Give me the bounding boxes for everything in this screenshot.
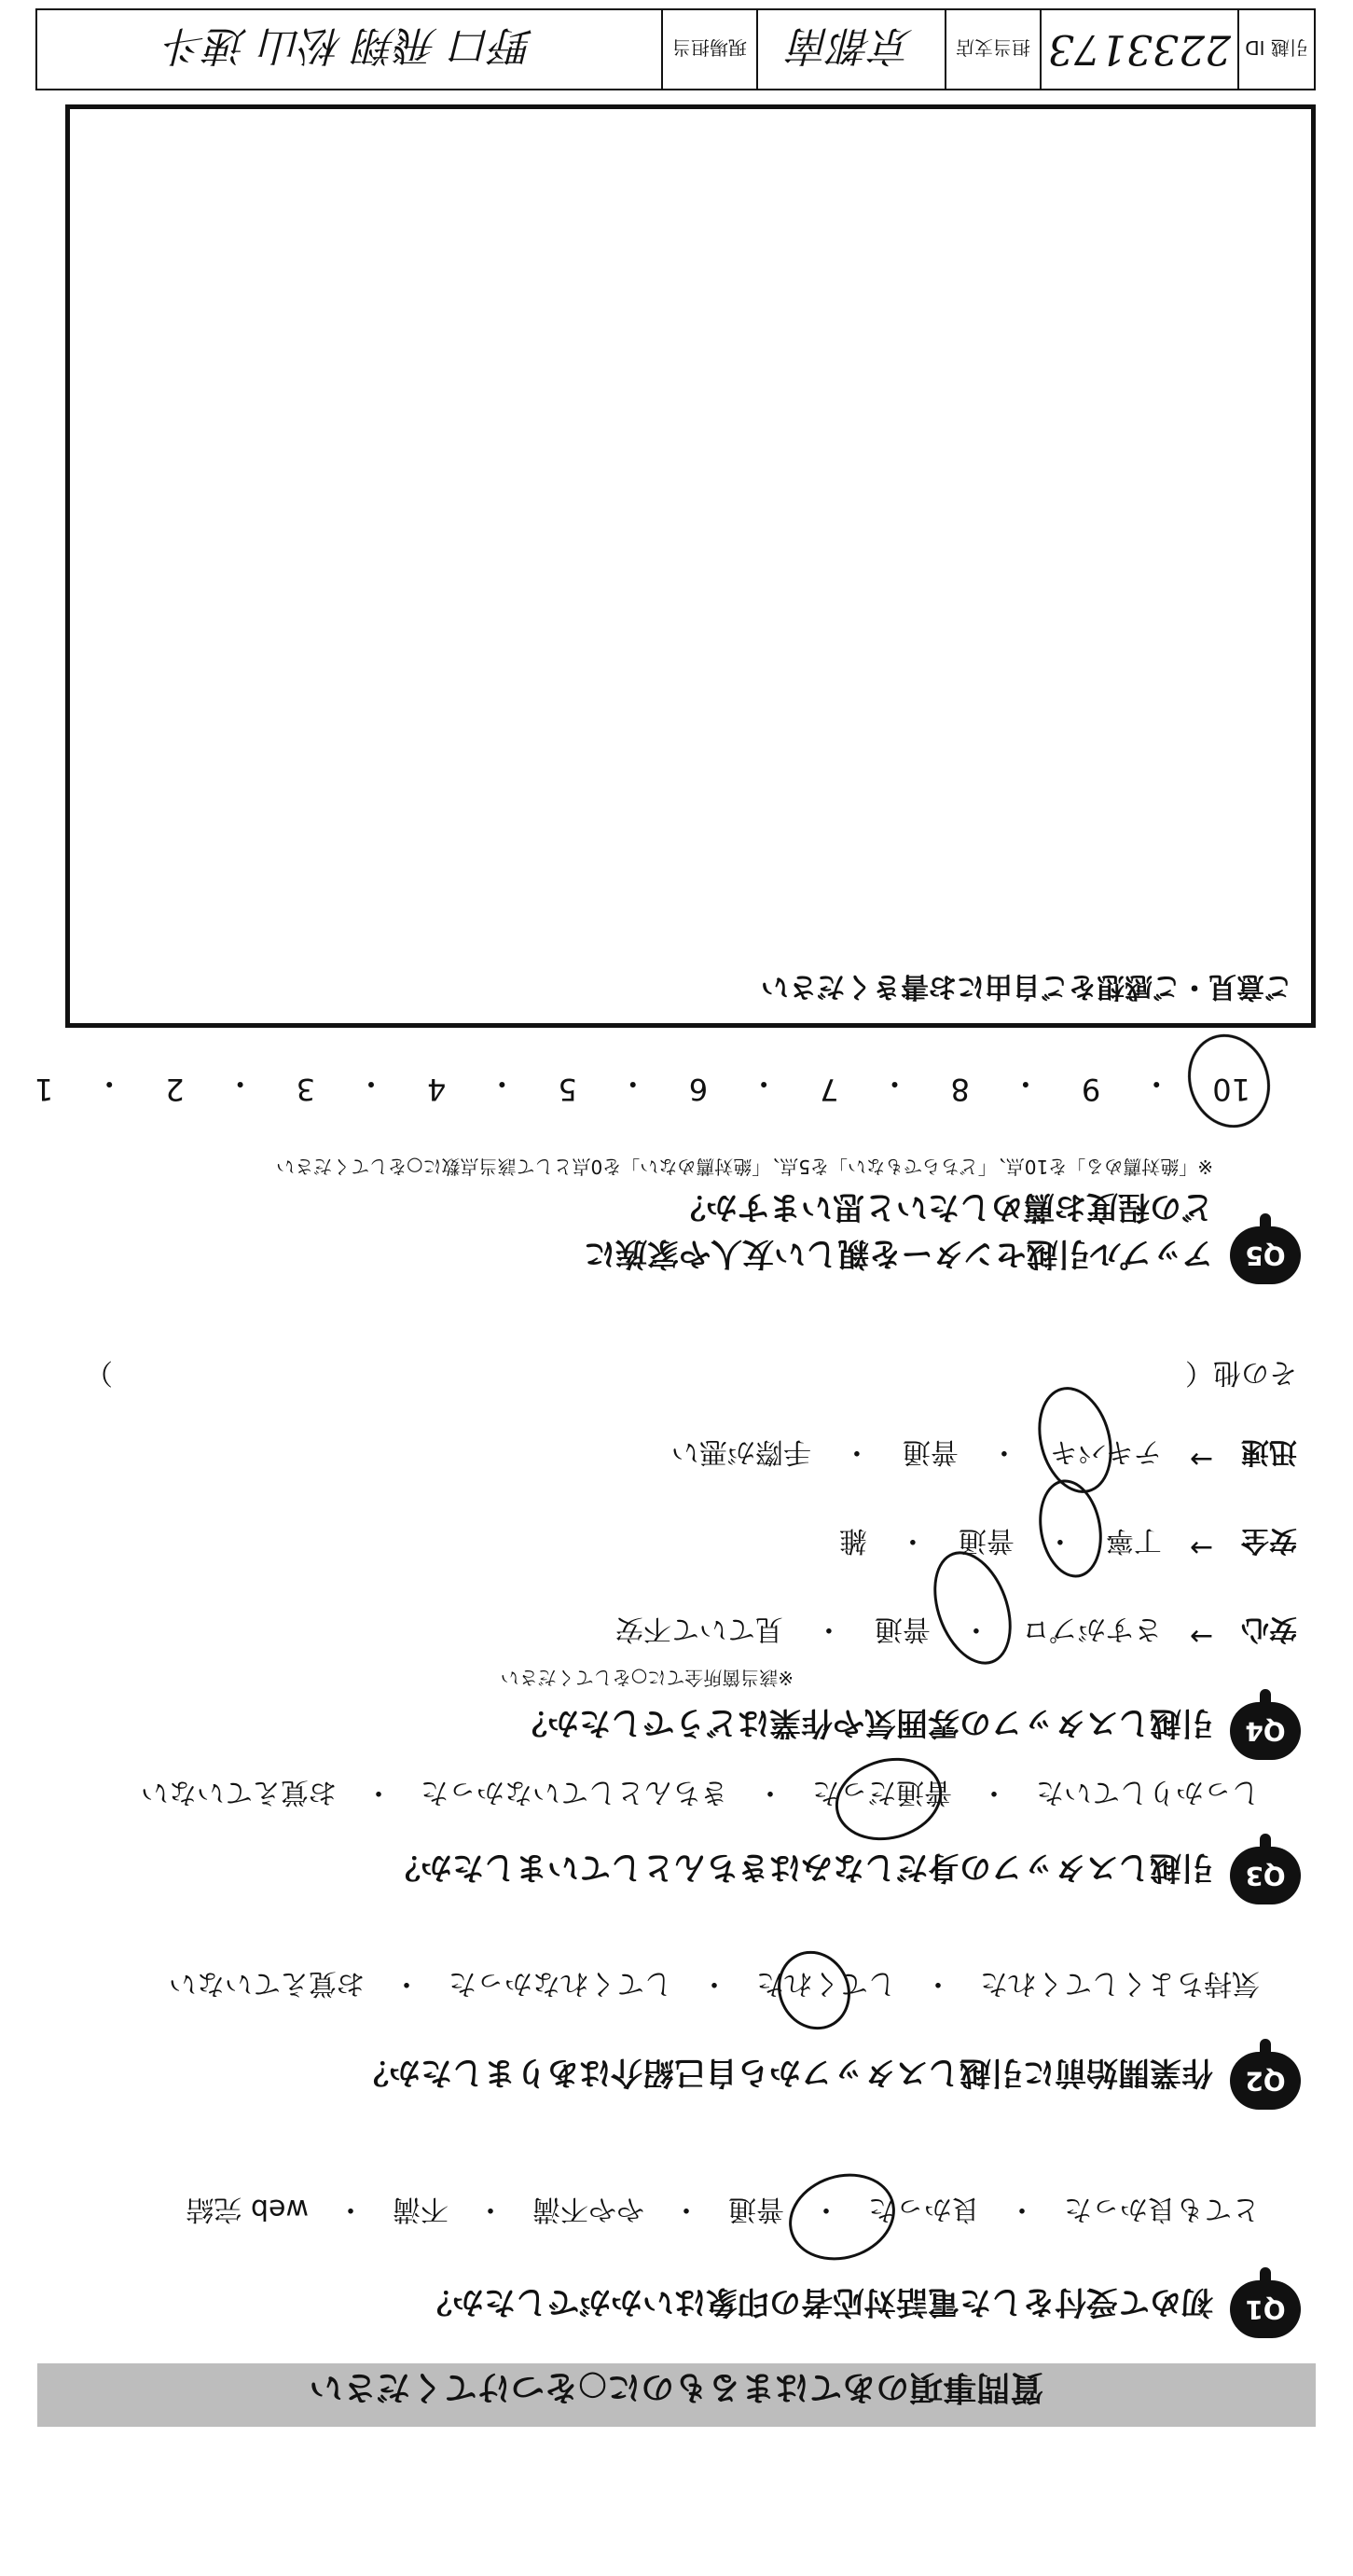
q1-question: 初めて受付をした電話対応者の印象はいかがでしたか？ — [421, 2283, 1213, 2320]
q4-option[interactable]: 雑 — [838, 1524, 867, 1557]
q2-options: 気持ちよくしてくれた ・ してくれた ・ してくれなかった ・ お覚えていない — [169, 1966, 1260, 2007]
q5-score[interactable]: 8 — [950, 1072, 970, 1107]
q5-question-line1: アップル引越センターを親しい友人や家族に — [584, 1235, 1213, 1272]
q4-row-label: 迅速 — [1241, 1435, 1297, 1468]
q4-other-close: ） — [85, 1356, 113, 1389]
info-table — [35, 8, 1316, 90]
id-label: 引越 ID — [1237, 10, 1314, 89]
q5-score[interactable]: 2 — [165, 1072, 185, 1107]
arrow-icon: → — [1189, 1620, 1213, 1653]
q5-question-line2: どの程度お薦めしたいと思いますか？ — [674, 1188, 1213, 1226]
q4-option[interactable]: 普通 — [958, 1524, 1015, 1557]
instructions-banner — [37, 2363, 1316, 2427]
q4-row-anzen: 安全 → 丁寧 ・ 普通 ・ 雑 — [838, 1524, 1297, 1564]
q5-badge: Q5 — [1230, 1226, 1301, 1284]
q1-option[interactable]: 不満 — [393, 2193, 449, 2225]
q3-option[interactable]: しっかりしていた — [1036, 1776, 1260, 1808]
q1-option[interactable]: web 完結 — [186, 2193, 309, 2225]
branch-label: 担当支店 — [945, 10, 1040, 89]
q1-option[interactable]: やや不満 — [532, 2193, 644, 2225]
q5-score[interactable]: 1 — [34, 1072, 54, 1107]
q4-note: ※該当箇所全てに○をしてください — [500, 1667, 794, 1689]
q1-options: とても良かった ・ 良かった ・ 普通 ・ やや不満 ・ 不満 ・ web 完結 — [186, 2192, 1260, 2233]
q5-score[interactable]: 4 — [427, 1072, 447, 1107]
q5-note: ※「絶対薦める」を10点、「どちらでもない」を5点、「絶対薦めない」を0点として該当点数に○をしてください — [276, 1156, 1213, 1178]
q5-score[interactable]: 10 — [1212, 1072, 1250, 1107]
arrow-icon: → — [1189, 1443, 1213, 1475]
q4-other-label: その他（ — [1185, 1356, 1297, 1389]
q3-question: 引越しスタッフの身だしなみはきちんとしていましたか？ — [389, 1849, 1213, 1886]
q1-badge: Q1 — [1230, 2280, 1301, 2338]
comment-box[interactable] — [65, 104, 1316, 1028]
comment-label: ご意見・ご感想をご自由にお書きください — [761, 970, 1292, 1003]
q5-scale: 10 ・ 9 ・ 8 ・ 7 ・ 6 ・ 5 ・ 4 ・ 3 ・ 2 ・ 1 — [34, 1066, 1250, 1107]
q4-option[interactable]: 普通 — [902, 1435, 959, 1468]
q3-badge: Q3 — [1230, 1847, 1301, 1904]
q3-option[interactable]: 普通だった — [812, 1776, 952, 1808]
q5-score[interactable]: 5 — [558, 1072, 577, 1107]
q4-other-blank[interactable] — [137, 1355, 1161, 1396]
q2-option[interactable]: 気持ちよくしてくれた — [980, 1967, 1260, 2000]
q5-score[interactable]: 9 — [1081, 1072, 1101, 1107]
id-value: 2233173 — [1040, 10, 1237, 89]
q5-score[interactable]: 7 — [820, 1072, 839, 1107]
q4-question: 引越しスタッフの雰囲気や作業はどうでしたか？ — [516, 1704, 1213, 1741]
q2-answer-circle — [765, 1939, 863, 2042]
q1-option[interactable]: 良かった — [868, 2193, 980, 2225]
q2-option[interactable]: してくれなかった — [449, 1967, 672, 2000]
q4-option[interactable]: テキパキ — [1049, 1435, 1162, 1468]
q4-row-label: 安心 — [1241, 1613, 1297, 1645]
q4-row-label: 安全 — [1241, 1524, 1297, 1557]
q4-option[interactable]: 見ていて不安 — [614, 1613, 783, 1645]
q5-score[interactable]: 3 — [296, 1072, 316, 1107]
q1-option[interactable]: とても良かった — [1064, 2193, 1260, 2225]
q1-answer-circle — [778, 2160, 906, 2273]
branch-value: 京都南 — [756, 10, 945, 89]
q4-anzen-circle — [1031, 1475, 1109, 1583]
q4-jinsoku-circle — [1027, 1378, 1123, 1502]
q2-option[interactable]: してくれた — [756, 1967, 896, 2000]
q3-option[interactable]: お覚えていない — [141, 1776, 337, 1808]
q4-option[interactable]: 丁寧 — [1105, 1524, 1162, 1557]
q4-other — [85, 1355, 1297, 1396]
q3-answer-circle — [826, 1746, 951, 1851]
q5-score[interactable]: 6 — [688, 1072, 709, 1107]
q3-options: しっかりしていた ・ 普通だった ・ きちんとしていなかった ・ お覚えていない — [141, 1775, 1260, 1816]
instructions-text: 質問事項のあてはまるものに○をつけてください — [309, 2368, 1044, 2406]
q2-badge: Q2 — [1230, 2052, 1301, 2110]
q4-row-anshin: 安心 → さすがプロ ・ 普通 ・ 見ていて不安 — [614, 1613, 1297, 1653]
arrow-icon: → — [1189, 1531, 1213, 1564]
q4-row-jinsoku: 迅速 → テキパキ ・ 普通 ・ 手際が悪い — [670, 1435, 1297, 1475]
q4-badge: Q4 — [1230, 1702, 1301, 1760]
q5-answer-circle — [1175, 1022, 1283, 1139]
q2-option[interactable]: お覚えていない — [169, 1967, 365, 2000]
q3-option[interactable]: きちんとしていなかった — [421, 1776, 728, 1808]
q2-question: 作業開始前に引越しスタッフから自己紹介はありましたか？ — [357, 2054, 1213, 2091]
q1-option[interactable]: 普通 — [728, 2193, 784, 2225]
leader-label: 現場担当 — [661, 10, 756, 89]
q4-option[interactable]: 普通 — [874, 1613, 931, 1645]
q4-option[interactable]: 手際が悪い — [670, 1435, 811, 1468]
leader-value: 野口 飛翔 松山 速斗 — [165, 21, 533, 69]
q4-option[interactable]: さすがプロ — [1021, 1613, 1162, 1645]
